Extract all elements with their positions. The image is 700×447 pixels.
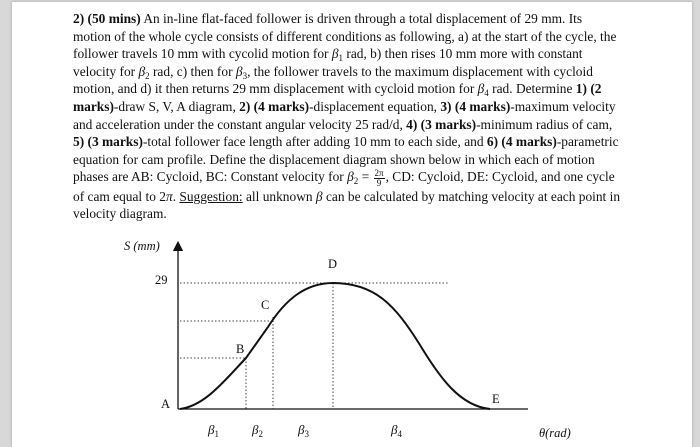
fraction-2pi-over-9: $\frac{2\pi}{9}$ — [374, 167, 384, 188]
displacement-curve — [180, 283, 490, 409]
beta-4-label: $\beta_4$ — [391, 422, 402, 439]
point-label-d: D — [328, 257, 338, 271]
problem-time: (50 mins) — [87, 11, 141, 26]
question-2: 2) (4 marks) — [239, 98, 310, 114]
point-label-a: A — [161, 397, 171, 411]
point-label-b: B — [236, 342, 245, 356]
question-4: 4) (3 marks) — [406, 116, 477, 132]
y-axis-label: S (mm) — [124, 239, 160, 253]
y-tick-29: 29 — [155, 273, 168, 287]
problem-statement: 2) (50 mins) An in-line flat-faced follower is driven through a total displacement of 29 mm. Its motion of the whole cycle consists of different conditions as following, a) at the start of the cycle, the follower travels 10 mm with cycolid motion for $\beta_1$ rad, b) then rises 10 mm more with constant velocity for $\beta_2$ rad, c) then for $\beta_3$, the follower travels to the maximum displacement with cycloid motion, and d) it then returns 29 mm displacement with cycloid motion for $\beta_4$ rad. Determine 1) (2 marks)-draw S, V, A diagram, 2) (4 marks)-displacement equation, 3) (4 marks)-maximum velocity and acceleration under the constant angular velocity 25 rad/d, 4) (3 marks)-minimum radius of cam, 5) (3 marks)-total follower face length after adding 10 mm to each side, and 6) (4 marks)-parametric equation for cam profile. Define the displacement diagram shown below in which each of motion phases are AB: Cycloid, BC: Constant velocity for $\beta_2$ = $\frac{2\pi}{9}$ , CD: Cycloid, DE: Cycloid, and one cycle of cam equal to 2π. Suggestion: all unknown β can be calculated by matching velocity at each point in velocity diagram. — [73, 11, 621, 222]
beta-1-label: $\beta_1$ — [208, 422, 219, 439]
question-6: 6) (4 marks) — [486, 134, 557, 150]
question-5: 5) (3 marks) — [73, 134, 143, 150]
beta-2-label: $\beta_2$ — [252, 422, 263, 439]
x-axis-label: θ(rad) — [539, 426, 571, 440]
problem-number: 2) — [73, 11, 85, 26]
point-label-c: C — [261, 298, 270, 312]
question-1: 1) (2 marks) — [73, 81, 602, 114]
question-3: 3) (4 marks) — [440, 98, 511, 114]
point-label-e: E — [492, 392, 500, 406]
suggestion-label: Suggestion: — [179, 188, 243, 204]
beta-3-label: $\beta_3$ — [298, 422, 309, 439]
